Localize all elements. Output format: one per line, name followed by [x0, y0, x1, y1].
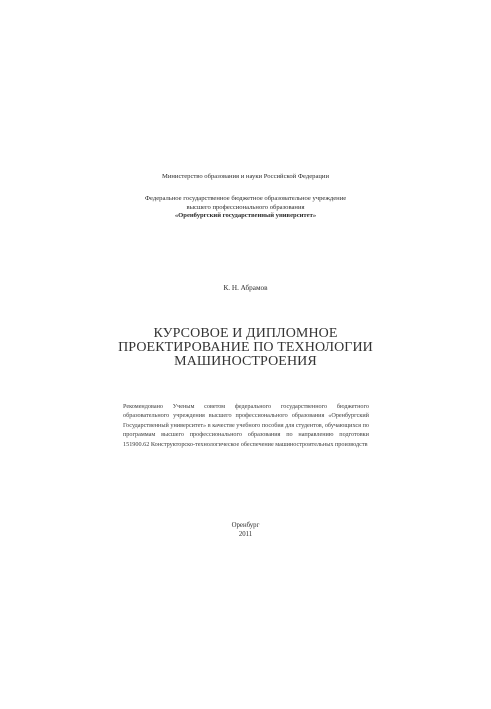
- document-title: [0, 327, 491, 369]
- title-line-3: МАШИНОСТРОЕНИЯ: [174, 354, 317, 369]
- title-line-1: КУРСОВОЕ И ДИПЛОМНОЕ: [153, 326, 338, 341]
- author-name: К. Н. Абрамов: [223, 284, 268, 292]
- institution-line-1: Федеральное государственное бюджетное образовательное учреждение: [144, 195, 347, 202]
- recommendation-text: Рекомендовано Ученым советом федерального государственного бюджетного образовательного учреждения высшего профессионального образования «Оренбургский Государственный университет» в качестве учебного пособия для студентов, обучающихся по программам высшего профессионального образования по направлению подготовки 151900.62 Конструкторско-технологическое обеспечение машиностроительных производств: [123, 403, 369, 448]
- title-line-2: ПРОЕКТИРОВАНИЕ ПО ТЕХНОЛОГИИ: [118, 340, 373, 355]
- publication-city: Оренбург: [231, 522, 260, 529]
- publication-place-year: [0, 521, 491, 539]
- publication-year: 2011: [238, 531, 253, 538]
- institution-block: [0, 195, 491, 221]
- ministry-name: Министерство образования и науки Российской Федерации: [162, 173, 329, 180]
- institution-line-2: высшего профессионального образования: [186, 203, 305, 211]
- university-name: «Оренбургский государственный университет»: [174, 212, 317, 220]
